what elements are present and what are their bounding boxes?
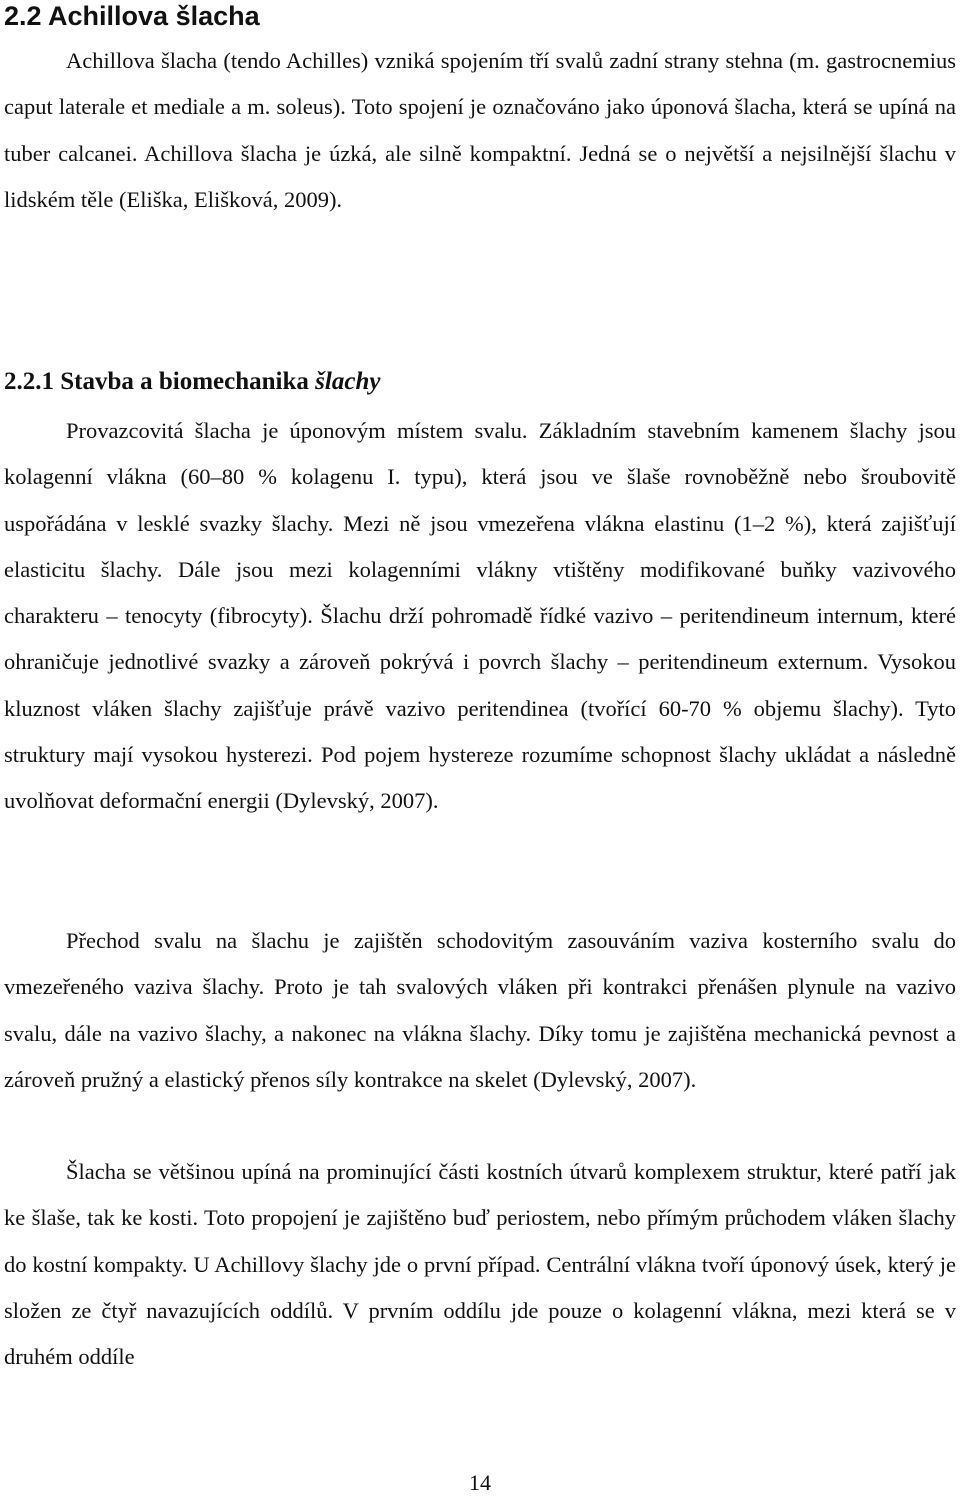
subsection-heading xyxy=(4,362,380,402)
subsection-paragraph-2 xyxy=(4,918,956,1103)
subsection-paragraph-1 xyxy=(4,408,956,825)
section-heading: 2.2 Achillova šlacha xyxy=(4,1,260,31)
page-number: 14 xyxy=(469,1470,491,1495)
paragraph-text: Šlacha se většinou upíná na prominující části kostních útvarů komplexem struktur, které patří jak ke šlaše, tak ke kosti. Toto propojení je zajištěno buď periostem, nebo přímým průchodem vláken šlachy do kostní kompakty. U Achillovy šlachy jde o první případ. Centrální vlákna tvoří úponový úsek, který je složen ze čtyř navazujících oddílů. V prvním oddílu jde pouze o kolagenní vlákna, mezi která se v druhém oddíle xyxy=(4,1159,956,1370)
paragraph-text: Provazcovitá šlacha je úponovým místem svalu. Základním stavebním kamenem šlachy jsou kolagenní vlákna (60–80 % kolagenu I. typu), která jsou ve šlaše rovnoběžně nebo šroubovitě uspořádána v lesklé svazky šlachy. Mezi ně jsou vmezeřena vlákna elastinu (1–2 %), která zajišťují elasticitu šlachy. Dále jsou mezi kolagenními vlákny vtištěny modifikované buňky vazivového charakteru – tenocyty (fibrocyty). Šlachu drží pohromadě řídké vazivo – peritendineum internum, které ohraničuje jednotlivé svazky a zároveň pokrývá i povrch šlachy – peritendineum externum. Vysokou kluznost vláken šlachy zajišťuje právě vazivo peritendinea (tvořící 60-70 % objemu šlachy). Tyto struktury mají vysokou hysterezi. Pod pojem hystereze rozumíme schopnost šlachy ukládat a následně uvolňovat deformační energii (Dylevský, 2007). xyxy=(4,418,956,814)
subsection-title-italic: šlachy xyxy=(315,368,381,395)
subsection-title-main: Stavba a biomechanika xyxy=(60,368,309,395)
paragraph-text: Přechod svalu na šlachu je zajištěn schodovitým zasouváním vaziva kosterního svalu do vmezeřeného vaziva šlachy. Proto je tah svalových vláken při kontrakci přenášen plynule na vazivo svalu, dále na vazivo šlachy, a nakonec na vlákna šlachy. Díky tomu je zajištěna mechanická pevnost a zároveň pružný a elastický přenos síly kontrakce na skelet (Dylevský, 2007). xyxy=(4,928,956,1092)
section-paragraph xyxy=(4,38,956,223)
subsection-number: 2.2.1 xyxy=(4,368,54,395)
subsection-paragraph-3 xyxy=(4,1149,956,1380)
paragraph-text: Achillova šlacha (tendo Achilles) vzniká spojením tří svalů zadní strany stehna (m. gastrocnemius caput laterale et mediale a m. soleus). Toto spojení je označováno jako úponová šlacha, která se upíná na tuber calcanei. Achillova šlacha je úzká, ale silně kompaktní. Jedná se o největší a nejsilnější šlachu v lidském těle (Eliška, Elišková, 2009). xyxy=(4,48,956,212)
